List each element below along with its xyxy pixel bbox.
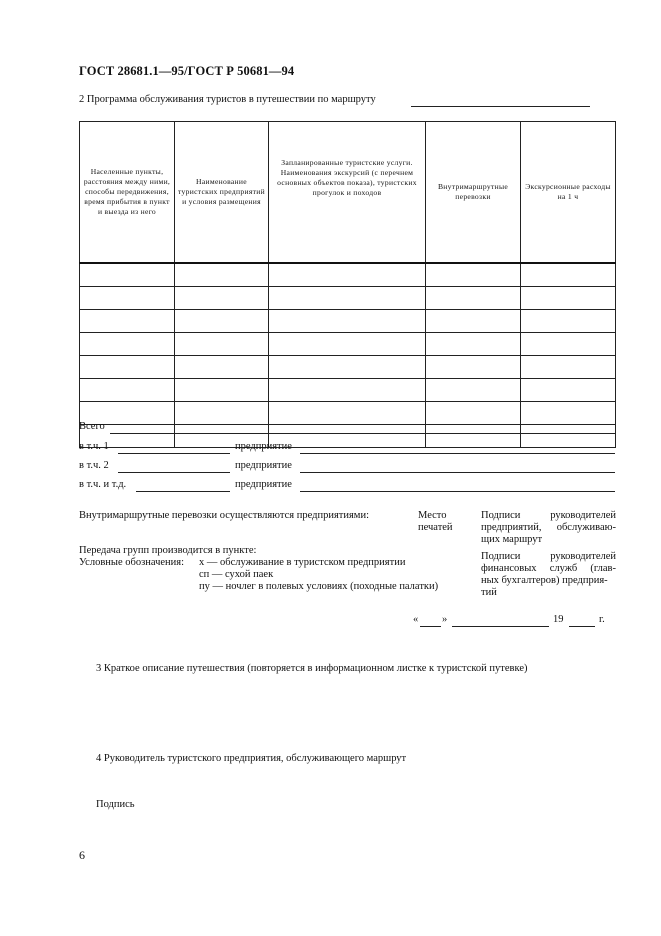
table-cell[interactable] (521, 287, 616, 310)
subtotal-2-label: в т.ч. 2 (79, 460, 109, 471)
sig1-word-3: предприятий, (481, 522, 542, 533)
table-cell[interactable] (521, 263, 616, 287)
section-2-title: 2 Программа обслуживания туристов в путешествии по маршруту (79, 94, 376, 105)
table-cell[interactable] (521, 425, 616, 448)
table-row (80, 310, 616, 333)
sig1-word-4: обслуживаю- (556, 522, 616, 533)
table-cell[interactable] (80, 263, 175, 287)
sig2-line-4: тий (481, 587, 497, 598)
subtotal-2-enterprise-blank[interactable] (300, 472, 615, 473)
legend-item-sp: сп — сухой паек (199, 569, 274, 580)
table-cell[interactable] (269, 425, 426, 448)
sig1-line-3: щих маршрут (481, 534, 543, 545)
table-row (80, 333, 616, 356)
transfer-text: Передача групп производится в пункте: (79, 545, 257, 556)
sig1-word-2: руководителей (550, 510, 616, 521)
subtotal-1-enterprise-label: предприятие (235, 441, 292, 452)
table-cell[interactable] (175, 287, 269, 310)
total-blank[interactable] (110, 433, 615, 434)
table-cell[interactable] (175, 263, 269, 287)
page-number: 6 (79, 848, 85, 862)
column-header-services: Запланированные туристские услуги. Наименования экскурсий (с перечнем основных объектов показа), туристских прогулок и походов (269, 122, 426, 264)
document-header: ГОСТ 28681.1—95/ГОСТ Р 50681—94 (79, 64, 295, 78)
subtotal-3-enterprise-blank[interactable] (300, 491, 615, 492)
table-cell[interactable] (269, 356, 426, 379)
subtotal-1-enterprise-blank[interactable] (300, 453, 615, 454)
table-cell[interactable] (521, 379, 616, 402)
date-open-quote: « (413, 614, 419, 625)
table-cell[interactable] (269, 333, 426, 356)
table-cell[interactable] (80, 310, 175, 333)
sig2-word-2: руководителей (550, 551, 616, 562)
table-cell[interactable] (269, 402, 426, 425)
table-cell[interactable] (80, 379, 175, 402)
subtotal-3-enterprise-label: предприятие (235, 479, 292, 490)
date-month-blank[interactable] (452, 626, 549, 627)
date-suffix: г. (599, 614, 605, 625)
table-cell[interactable] (426, 402, 521, 425)
sig2-line-3: ных бухгалтеров) предприя- (481, 575, 608, 586)
seal-line-2: печатей (418, 522, 453, 533)
transport-text: Внутримаршрутные перевозки осуществляются предприятиями: (79, 510, 369, 521)
date-year-prefix: 19 (553, 614, 564, 625)
table-cell[interactable] (426, 425, 521, 448)
column-header-transport: Внутримаршрутные перевозки (426, 122, 521, 264)
subtotal-3-label: в т.ч. и т.д. (79, 479, 127, 490)
table-cell[interactable] (80, 287, 175, 310)
table-cell[interactable] (426, 287, 521, 310)
section-3-title: 3 Краткое описание путешествия (повторяется в информационном листке к туристской путевке) (96, 663, 528, 674)
table-cell[interactable] (269, 287, 426, 310)
sig1-word-1: Подписи (481, 510, 521, 521)
legend-title: Условные обозначения: (79, 557, 185, 568)
table-cell[interactable] (521, 402, 616, 425)
route-name-blank[interactable] (411, 106, 590, 107)
column-header-settlements: Населенные пункты, расстояния между ними, способы передвижения, время прибытия в пункт и выезда из него (80, 122, 175, 264)
table-cell[interactable] (521, 310, 616, 333)
table-cell[interactable] (175, 402, 269, 425)
legend-item-x: х — обслуживание в туристском предприятии (199, 557, 406, 568)
seal-line-1: Место (418, 510, 447, 521)
section-4-title: 4 Руководитель туристского предприятия, обслуживающего маршрут (96, 753, 407, 764)
table-cell[interactable] (80, 356, 175, 379)
subtotal-3-amount-blank[interactable] (136, 491, 230, 492)
table-cell[interactable] (426, 379, 521, 402)
subtotal-2-amount-blank[interactable] (118, 472, 230, 473)
table-row (80, 287, 616, 310)
total-label: Всего (79, 421, 105, 432)
table-cell[interactable] (175, 333, 269, 356)
service-program-table (79, 121, 616, 448)
date-day-blank[interactable] (420, 626, 441, 627)
table-row (80, 425, 616, 448)
signatures-finance (481, 551, 616, 599)
table-cell[interactable] (521, 356, 616, 379)
sig2-word-4: служб (549, 563, 578, 574)
table-cell[interactable] (426, 310, 521, 333)
table-cell[interactable] (269, 263, 426, 287)
table-cell[interactable] (426, 356, 521, 379)
subtotal-1-label: в т.ч. 1 (79, 441, 109, 452)
table-cell[interactable] (269, 310, 426, 333)
date-close-quote: » (442, 614, 448, 625)
table-cell[interactable] (175, 356, 269, 379)
sig2-word-3: финансовых (481, 563, 537, 574)
subtotal-2-enterprise-label: предприятие (235, 460, 292, 471)
table-cell[interactable] (175, 310, 269, 333)
table-row (80, 402, 616, 425)
table-cell[interactable] (426, 333, 521, 356)
legend-item-pu: пу — ночлег в полевых условиях (походные палатки) (199, 581, 439, 592)
column-header-expenses: Экскурсионные расходы на 1 ч (521, 122, 616, 264)
signature-label: Подпись (96, 799, 135, 810)
sig2-word-1: Подписи (481, 551, 521, 562)
column-header-enterprises: Наименование туристских предприятий и условия размещения (175, 122, 269, 264)
seal-place (418, 510, 453, 534)
table-row (80, 379, 616, 402)
sig2-word-5: (глав- (590, 563, 616, 574)
subtotal-1-amount-blank[interactable] (118, 453, 230, 454)
table-cell[interactable] (426, 263, 521, 287)
signatures-enterprises (481, 510, 616, 546)
table-cell[interactable] (269, 379, 426, 402)
table-cell[interactable] (521, 333, 616, 356)
date-year-blank[interactable] (569, 626, 595, 627)
table-cell[interactable] (80, 333, 175, 356)
table-row (80, 263, 616, 287)
table-row (80, 356, 616, 379)
table-cell[interactable] (175, 379, 269, 402)
